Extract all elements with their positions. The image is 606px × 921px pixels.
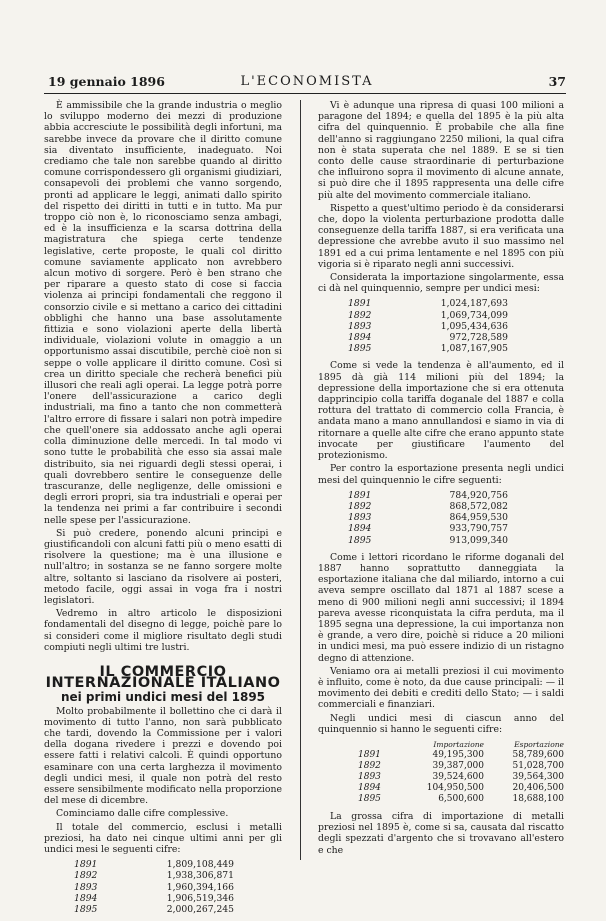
section-title: IL COMMERCIO INTERNAZIONALE ITALIANO	[45, 663, 281, 692]
issue-date: 19 gennaio 1896	[48, 74, 165, 89]
paragraph: Molto probabilmente il bollettino che ci darà il movimento di tutto l'anno, non sarà pubblicato che tardi, dovendo la Commissione per i valori della dogana rivedere i prezzi e dovendo poi essere fatti i relativi calcoli. È quindi opportuno esaminare con una certa larghezza il movimento degli undici mesi, il quale non potrà del resto essere sensibilmente modificato nella proporzione del mese di dicembre.	[44, 705, 282, 807]
precious-metals-table	[358, 739, 564, 805]
paragraph: Si può credere, ponendo alcuni principi e giustificandoli con alcuni fatti più o meno esatti di risolvere la questione; ma è una illusione e null'altro; in sostanza se ne fanno sorgere molte altre, soltanto si lasciano da risolvere ai posteri, metodo facile, oggi assai in voga fra i nostri legislatori.	[44, 527, 282, 606]
import-table	[348, 298, 564, 354]
paragraph: Come si vede la tendenza è all'aumento, ed il 1895 dà già 114 milioni più del 1894; la depressione della importazione che si era ottenuta dapprincipio colla tariffa doganale del 1887 e colla rottura del trattato di commercio colla Francia, è andata mano a mano annullandosi e siamo in via di ritornare a quelle alte cifre che erano appunto state invocate per giustificare l'aumento del protezionismo.	[318, 360, 564, 462]
table-row: 1892 39,387,000 51,028,700	[358, 760, 564, 771]
table-row: 1892 1,938,306,871	[74, 870, 234, 882]
paragraph: La grossa cifra di importazione di metalli preziosi nel 1895 è, come si sa, causata dal riscatto degli spezzati d'argento che si trovavano all'estero e che	[318, 810, 564, 856]
table-row: 1891 1,024,187,693	[348, 298, 508, 310]
paragraph: Veniamo ora ai metalli preziosi il cui movimento è influito, come è noto, da due cause principali: — il movimento dei debiti e crediti dello Stato; — i saldi commerciali e finanziari.	[318, 665, 564, 711]
page-number: 37	[548, 74, 566, 89]
right-column	[318, 100, 564, 858]
table-row: 1895 913,099,340	[348, 534, 508, 546]
table-row: 1894 972,728,589	[348, 332, 508, 344]
section-heading	[44, 663, 282, 705]
paragraph: Per contro la esportazione presenta negli undici mesi del quinquennio le cifre seguenti:	[318, 463, 564, 486]
table-row: 1895 6,500,600 18,688,100	[358, 793, 564, 804]
table-row: 1894 933,790,757	[348, 523, 508, 535]
table-row: 1892 1,069,734,099	[348, 309, 508, 321]
table-row: 1894 1,906,519,346	[74, 892, 234, 904]
header-rule	[44, 93, 566, 94]
total-commerce-table	[74, 859, 282, 915]
table-row: 1893 864,959,530	[348, 512, 508, 524]
left-column	[44, 100, 282, 921]
column-divider	[300, 100, 301, 860]
paragraph: Rispetto a quest'ultimo periodo è da considerarsi che, dopo la violenta perturbazione prodotta dalle conseguenze della tariffa 1887, si era verificata una depressione che avrebbe avuto il suo massimo nel 1891 ed a cui prima lentamente e nel 1895 con più vigoria si è riparato negli anni successivi.	[318, 202, 564, 270]
table-row: 1893 39,524,600 39,564,300	[358, 771, 564, 782]
paragraph: Considerata la importazione singolarmente, essa ci dà nel quinquennio, sempre per undici mesi:	[318, 272, 564, 295]
table-row: 1893 1,095,434,636	[348, 320, 508, 332]
paragraph: Come i lettori ricordano le riforme doganali del 1887 hanno soprattutto danneggiata la esportazione italiana che dal miliardo, intorno a cui aveva sempre oscillato dal 1871 al 1887 scese a meno di 900 milioni negli anni successivi; il 1894 pareva avesse riconquistata la cifra perduta, ma il 1895 segna una depressione, la cui importanza non è grande, a vero dire, poichè si riduce a 20 milioni in undici mesi, ma può essere indizio di un ristagno degno di attenzione.	[318, 551, 564, 664]
paragraph: Cominciamo dalle cifre complessive.	[56, 808, 229, 820]
paragraph: Il totale del commercio, esclusi i metalli preziosi, ha dato nei cinque ultimi anni per gli undici mesi le seguenti cifre:	[44, 821, 282, 855]
paragraph: Vedremo in altro articolo le disposizioni fondamentali del disegno di legge, poichè pare lo si consideri come il migliore risultato degli studi compiuti negli ultimi tre lustri.	[44, 608, 282, 653]
table-row: 1895 2,000,267,245	[74, 904, 234, 916]
table-header-row: Importazione Esportazione	[433, 739, 564, 749]
table-row: 1891 49,195,300 58,789,600	[358, 749, 564, 760]
paragraph: Vi è adunque una ripresa di quasi 100 milioni a paragone del 1894; e quella del 1895 è la più alta cifra del quinquennio. È probabile che alla fine dell'anno si raggiungano 2250 milioni, la qual cifra non è stata superata che nel 1889. E se si tien conto delle cause straordinarie di perturbazione che influirono sopra il movimento di alcune annate, si può dire che il 1895 rappresenta una delle cifre più alte del movimento commerciale italiano.	[318, 100, 564, 201]
export-table	[348, 490, 564, 546]
table-row: 1891 1,809,108,449	[74, 859, 234, 871]
table-row: 1894 104,950,500 20,406,500	[358, 782, 564, 793]
table-row: 1895 1,087,167,905	[348, 343, 508, 355]
journal-title: L'ECONOMISTA	[240, 74, 374, 89]
section-subtitle: nei primi undici mesi del 1895	[60, 690, 266, 705]
table-row: 1891 784,920,756	[348, 489, 508, 501]
table-row: 1893 1,960,394,166	[74, 881, 234, 893]
paragraph: Negli undici mesi di ciascun anno del quinquennio si hanno le seguenti cifre:	[318, 712, 564, 735]
table-row: 1892 868,572,082	[348, 500, 508, 512]
paragraph: È ammissibile che la grande industria o meglio lo sviluppo moderno dei mezzi di produzione abbia accresciute le possibilità degli infortuni, ma sarebbe invece da provare che il diritto comune sia diventato insufficiente, inadeguato. Noi crediamo che tale non sarebbe quando al diritto comune corrispondessero gli organismi giudiziari, consapevoli dei problemi che vanno sorgendo, pronti ad applicare le leggi, animati dallo spirito del rispetto dei diritti in tutti e in tutto. Ma pur troppo ciò non è, lo riconosciamo senza ambagi, ed è la insufficienza e la scarsa dottrina della magistratura che spiega certe tendenze legislative, certe proposte, le quali col diritto comune saviamente applicato non avrebbero alcun motivo di sorgere. Però è ben strano che per riparare a questo stato di cose si faccia violenza ai principi fondamentali che reggono il consorzio civile e si mettano a carico dei cittadini obblighi che hanno una base assolutamente fittizia e sono violazioni aperte della libertà individuale, violazioni volute in omaggio a un opportunismo assai discutibile, perchè cioè non si seppe o volle applicare il diritto comune. Così si crea un diritto speciale che recherà benefici più illusori che reali agli operai. La legge potrà porre l'onere dell'assicurazione a carico degli industriali, ma fino a tanto che non commetterà l'altro errore di fissare i salari non potrà impedire che quell'onere sia addossato anche agli operai colla diminuzione delle mercedi. In tal modo vi sono tutte le probabilità che esso sia assai male distribuito, sia nei riguardi degli stessi operai, i quali dovrebbero sentire le conseguenze delle trascuranze, delle negligenze, delle omissioni e degli errori propri, sia tra industriali e operai per la tendenza nei primi a far contribuire i secondi nelle spese per l'assicurazione.	[44, 100, 282, 526]
